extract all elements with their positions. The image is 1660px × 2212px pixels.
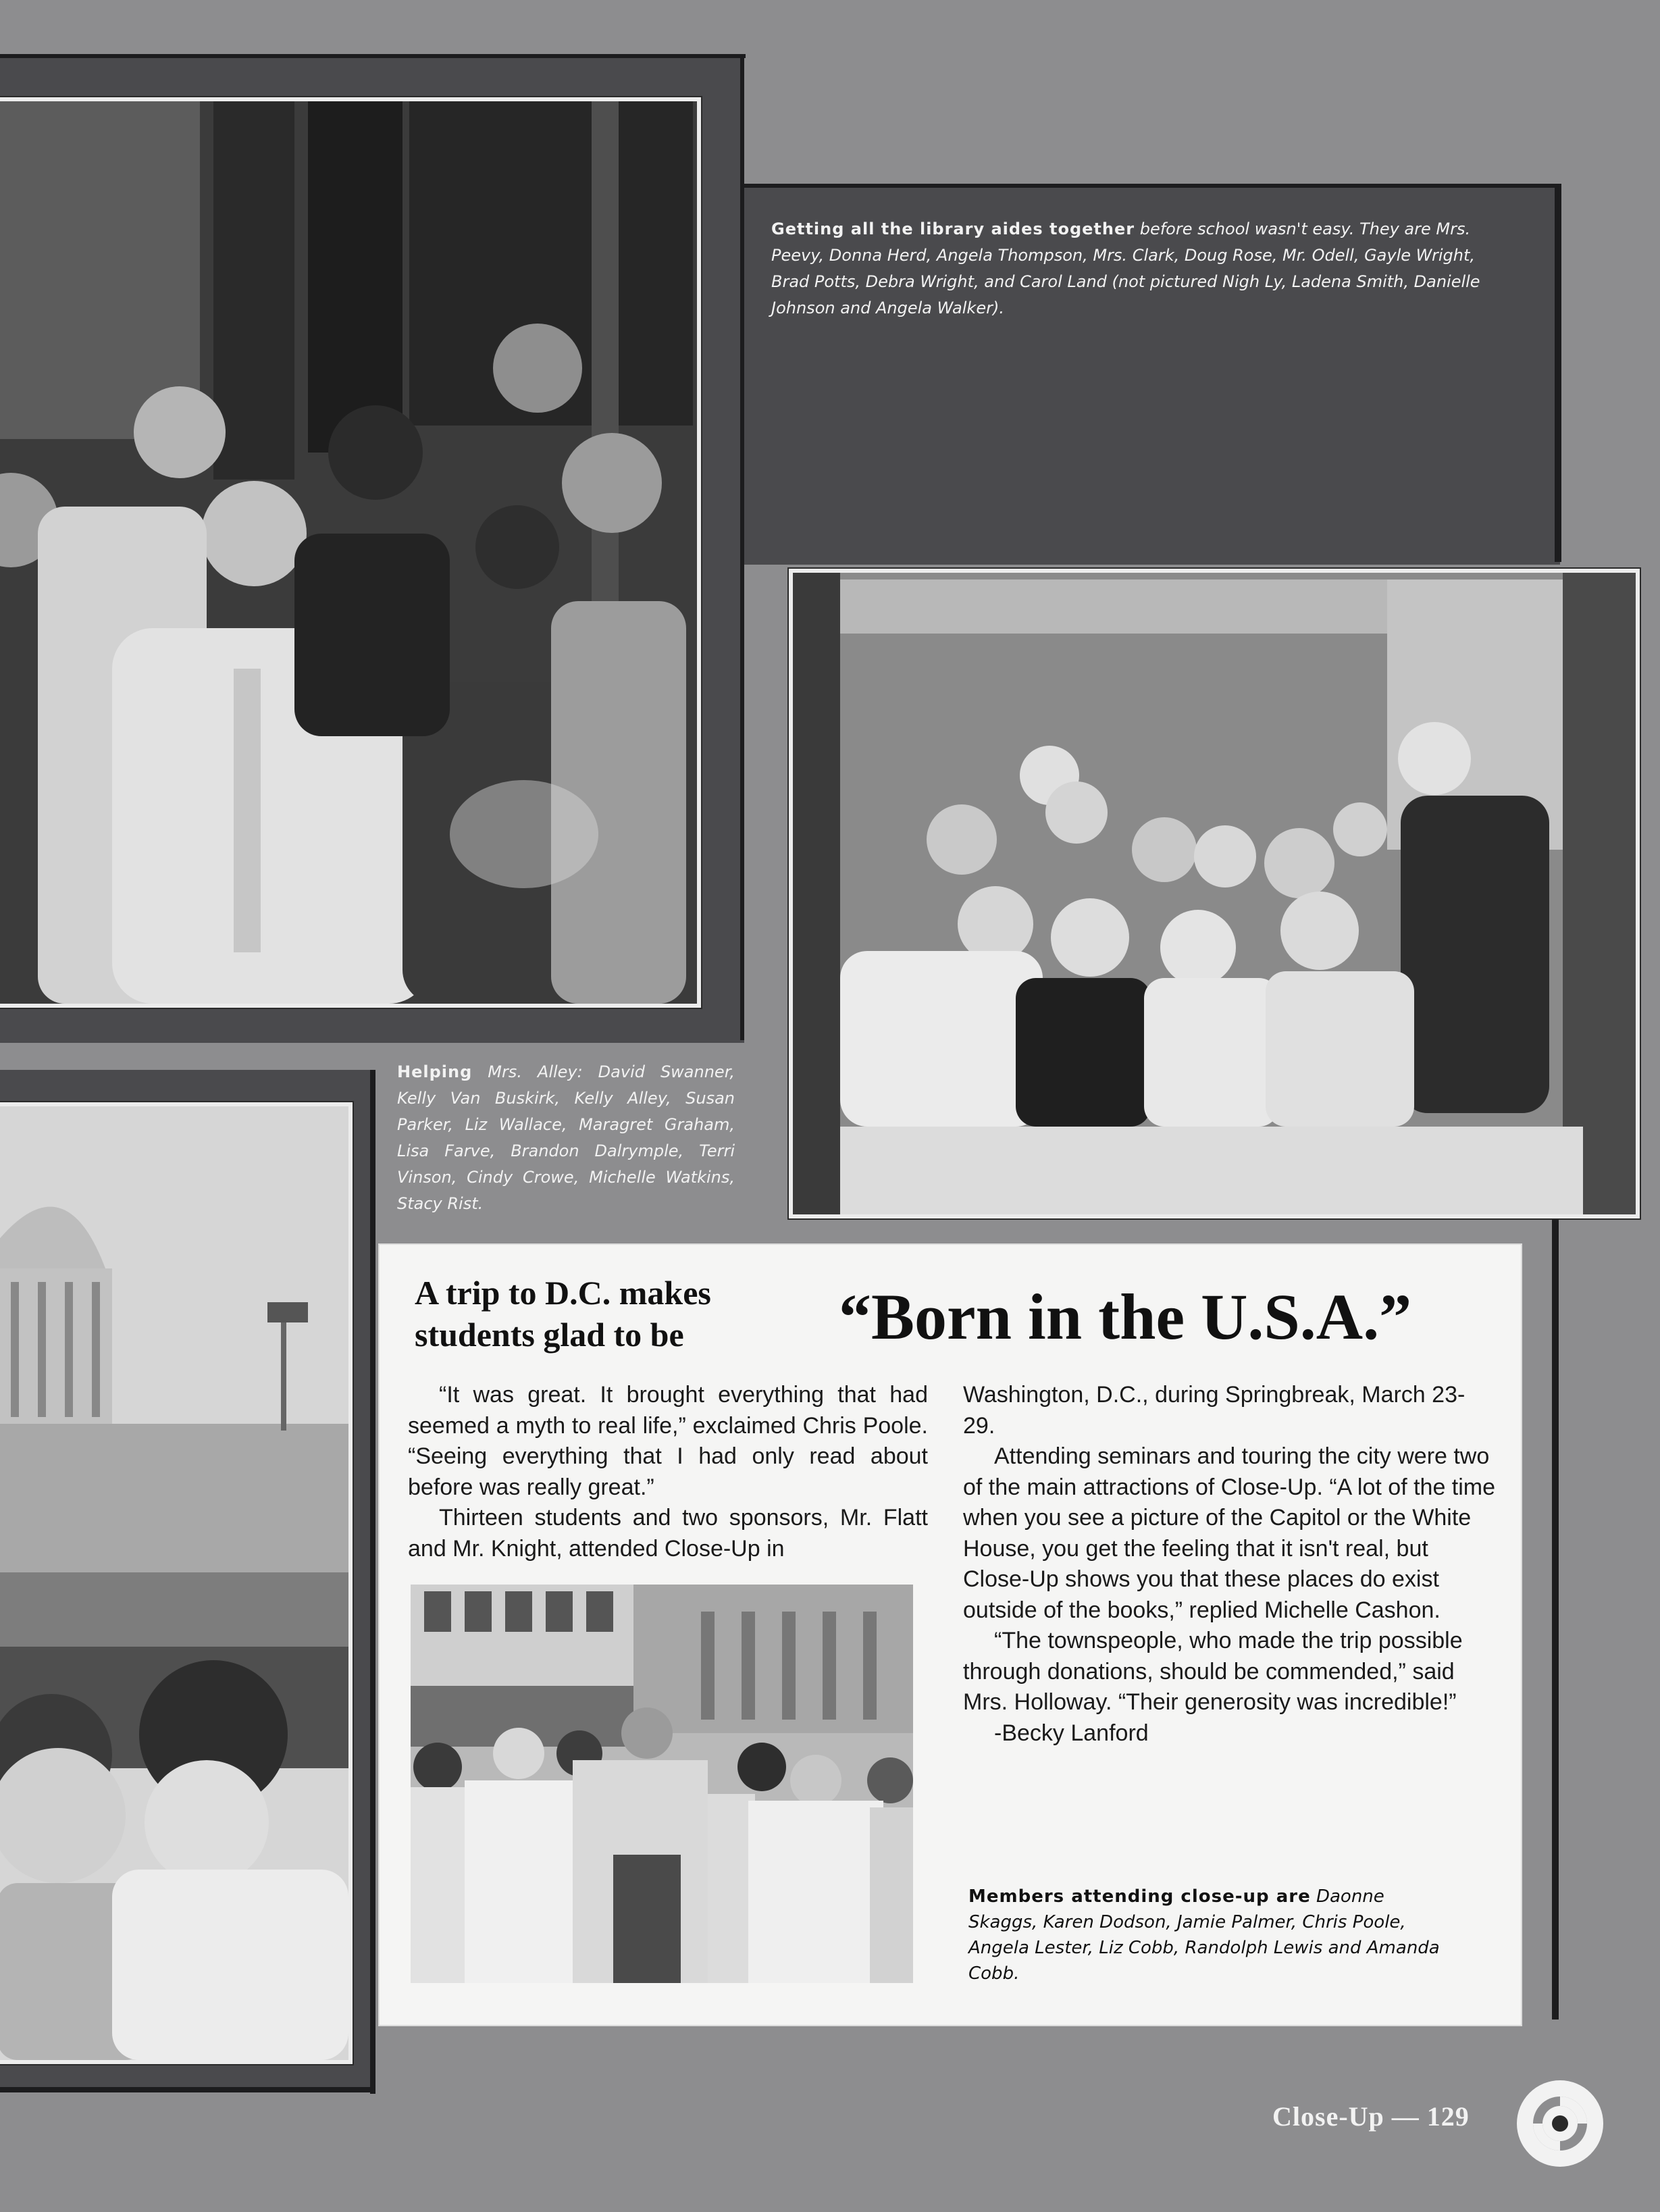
section-logo-icon	[1514, 2078, 1606, 2169]
article-paragraph: “The townspeople, who made the trip possible through donations, should be commended,” said Mrs. Holloway. “Their generosity was incredible!”	[963, 1628, 1463, 1715]
frame-edge-1	[0, 54, 746, 58]
folio-dash: —	[1391, 2101, 1420, 2132]
photo-capitol	[0, 1102, 353, 2064]
page-number: 129	[1426, 2101, 1470, 2132]
frame-edge-7	[0, 2087, 375, 2092]
article-byline: -Becky Lanford	[994, 1720, 1149, 1746]
article-column-1	[408, 1380, 928, 1963]
frame-edge-5	[1552, 1209, 1559, 2020]
caption-members-body: Daonne Skaggs, Karen Dodson, Jamie Palmer, Chris Poole, Angela Lester, Liz Cobb, Randolph Lewis and Amanda Cobb.	[968, 1886, 1440, 1984]
article-paragraph: Attending seminars and touring the city were two of the main attractions of Close-Up. “A lot of the time when you see a picture of the Capitol or the White House, you get the feeling that it isn't real, but Close-Up shows you that these places do exist outside of the books,” replied Michelle Cashon.	[963, 1443, 1496, 1623]
frame-edge-2	[740, 54, 744, 1040]
page-folio	[1272, 2101, 1470, 2132]
caption-helping	[397, 1059, 735, 1217]
caption-helping-lead: Helping	[397, 1062, 473, 1081]
caption-library-aides-body: before school wasn't easy. They are Mrs. Peevy, Donna Herd, Angela Thompson, Mrs. Clark, Doug Rose, Mr. Odell, Gayle Wright, Brad Potts, Debra Wright, and Carol Land (not pictured Nigh Ly, Ladena Smith, Danielle Johnson and Angela Walker).	[771, 220, 1480, 317]
caption-members-lead: Members attending close-up are	[968, 1886, 1311, 1907]
frame-edge-3	[744, 184, 1560, 188]
photo-library-aides	[0, 97, 701, 1008]
caption-library-aides-lead: Getting all the library aides together	[771, 220, 1135, 238]
section-name: Close-Up	[1272, 2101, 1384, 2132]
frame-edge-4	[1555, 184, 1561, 562]
article-panel	[380, 1245, 1521, 2025]
article-column-2	[963, 1380, 1497, 1749]
article-paragraph: Thirteen students and two sponsors, Mr. Flatt and Mr. Knight, attended Close-Up in	[408, 1505, 928, 1562]
article-paragraph: “It was great. It brought everything that had seemed a myth to real life,” exclaimed Chris Poole. “Seeing everything that I had only read about before was really great.”	[408, 1382, 928, 1500]
article-headline: “Born in the U.S.A.”	[839, 1281, 1412, 1353]
article-kicker: A trip to D.C. makes students glad to be	[415, 1274, 711, 1354]
caption-members	[968, 1884, 1441, 1986]
photo-closeup-trip	[411, 1585, 913, 1983]
caption-helping-body: Mrs. Alley: David Swanner, Kelly Van Buskirk, Kelly Alley, Susan Parker, Liz Wallace, Maragret Graham, Lisa Farve, Brandon Dalrymple, Terri Vinson, Cindy Crowe, Michelle Watkins, Stacy Rist.	[397, 1062, 735, 1213]
caption-library-aides	[771, 216, 1507, 321]
frame-edge-6	[370, 1070, 375, 2094]
article-paragraph: Washington, D.C., during Springbreak, March 23-29.	[963, 1382, 1466, 1439]
photo-helping-group	[789, 569, 1640, 1218]
